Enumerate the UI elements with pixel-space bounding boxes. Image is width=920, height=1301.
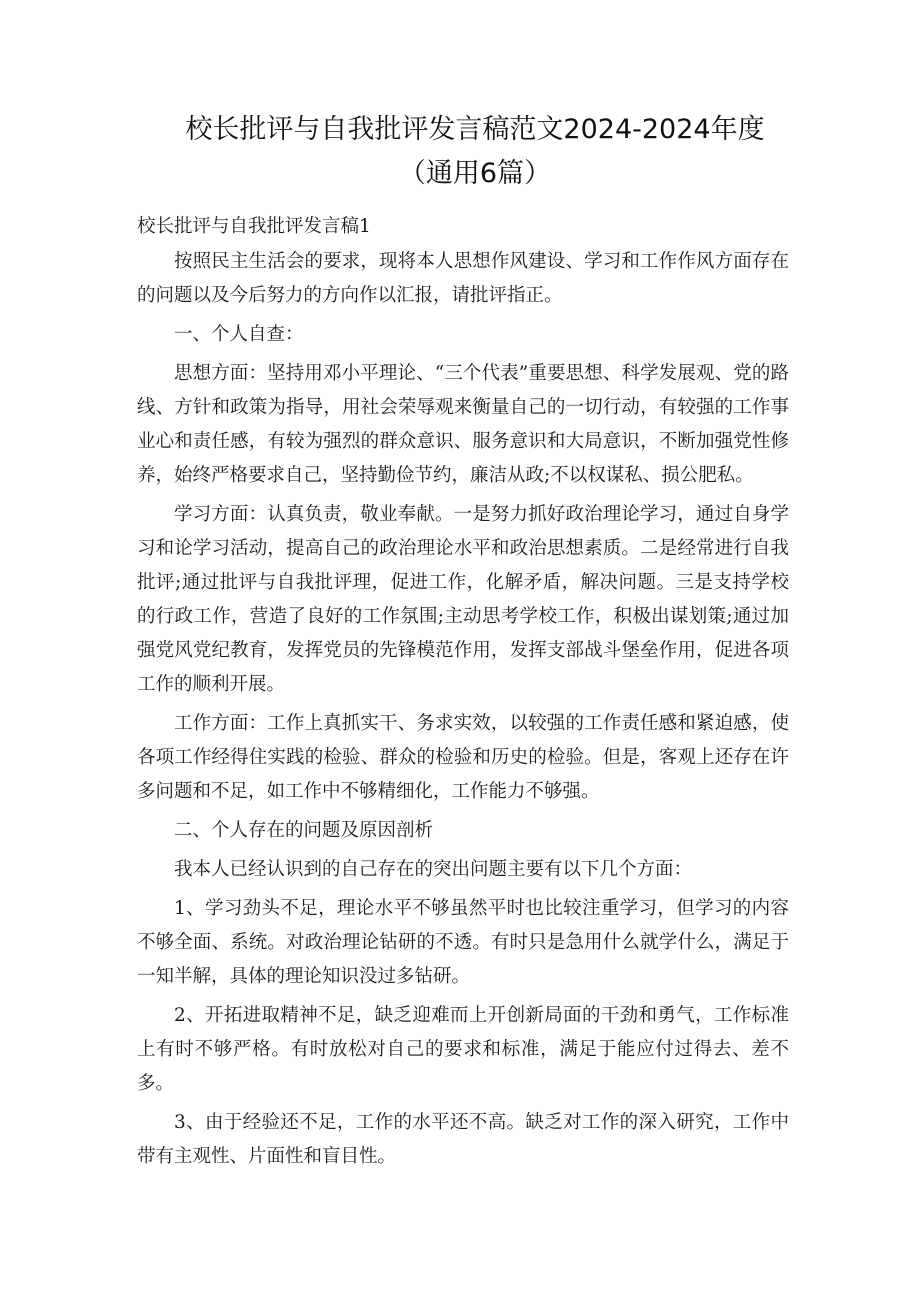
paragraph-study: 学习方面：认真负责，敬业奉献。一是努力抓好政治理论学习，通过自身学习和论学习活动，提高自己的政治理论水平和政治思想素质。二是经常进行自我批评;通过批评与自我批评理，促进工作，化解矛盾，解决问题。三是支持学校的行政工作，营造了良好的工作氛围;主动思考学校工作，积极出谋划策;通过加强党风党纪教育，发挥党员的先锋模范作用，发挥支部战斗堡垒作用，促进各项工作的顺利开展。 <box>137 504 789 695</box>
document-body <box>137 245 789 1179</box>
paragraph-problem-3: 3、由于经验还不足，工作的水平还不高。缺乏对工作的深入研究，工作中带有主观性、片面性和盲目性。 <box>137 1112 789 1167</box>
heading-problems: 二、个人存在的问题及原因剖析 <box>174 820 434 841</box>
paragraph-problem-1: 1、学习劲头不足，理论水平不够虽然平时也比较注重学习，但学习的内容不够全面、系统。对政治理论钻研的不透。有时只是急用什么就学什么，满足于一知半解，具体的理论知识没过多钻研。 <box>137 898 789 987</box>
paragraph-problems-intro: 我本人已经认识到的自己存在的突出问题主要有以下几个方面： <box>174 859 693 880</box>
paragraph-intro: 按照民主生活会的要求，现将本人思想作风建设、学习和工作作风方面存在的问题以及今后努力的方向作以汇报，请批评指正。 <box>137 251 789 306</box>
paragraph-problem-2: 2、开拓进取精神不足，缺乏迎难而上开创新局面的干劲和勇气，工作标准上有时不够严格。有时放松对自己的要求和标准，满足于能应付过得去、差不多。 <box>137 1005 789 1094</box>
paragraph-work: 工作方面：工作上真抓实干、务求实效，以较强的工作责任感和紧迫感，使各项工作经得住实践的检验、群众的检验和历史的检验。但是，客观上还存在许多问题和不足，如工作中不够精细化，工作能力不够强。 <box>137 713 789 802</box>
paragraph-thought: 思想方面：坚持用邓小平理论、“三个代表”重要思想、科学发展观、党的路线、方针和政策为指导，用社会荣辱观来衡量自己的一切行动，有较强的工作事业心和责任感，有较为强烈的群众意识、服务意识和大局意识，不断加强党性修养，始终严格要求自己，坚持勤俭节约，廉洁从政;不以权谋私、损公肥私。 <box>137 363 789 486</box>
document-title: 校长批评与自我批评发言稿范文2024-2024年度（通用6篇） <box>185 114 765 189</box>
section-subtitle: 校长批评与自我批评发言稿1 <box>137 216 371 237</box>
heading-self-check: 一、个人自查： <box>174 324 304 345</box>
